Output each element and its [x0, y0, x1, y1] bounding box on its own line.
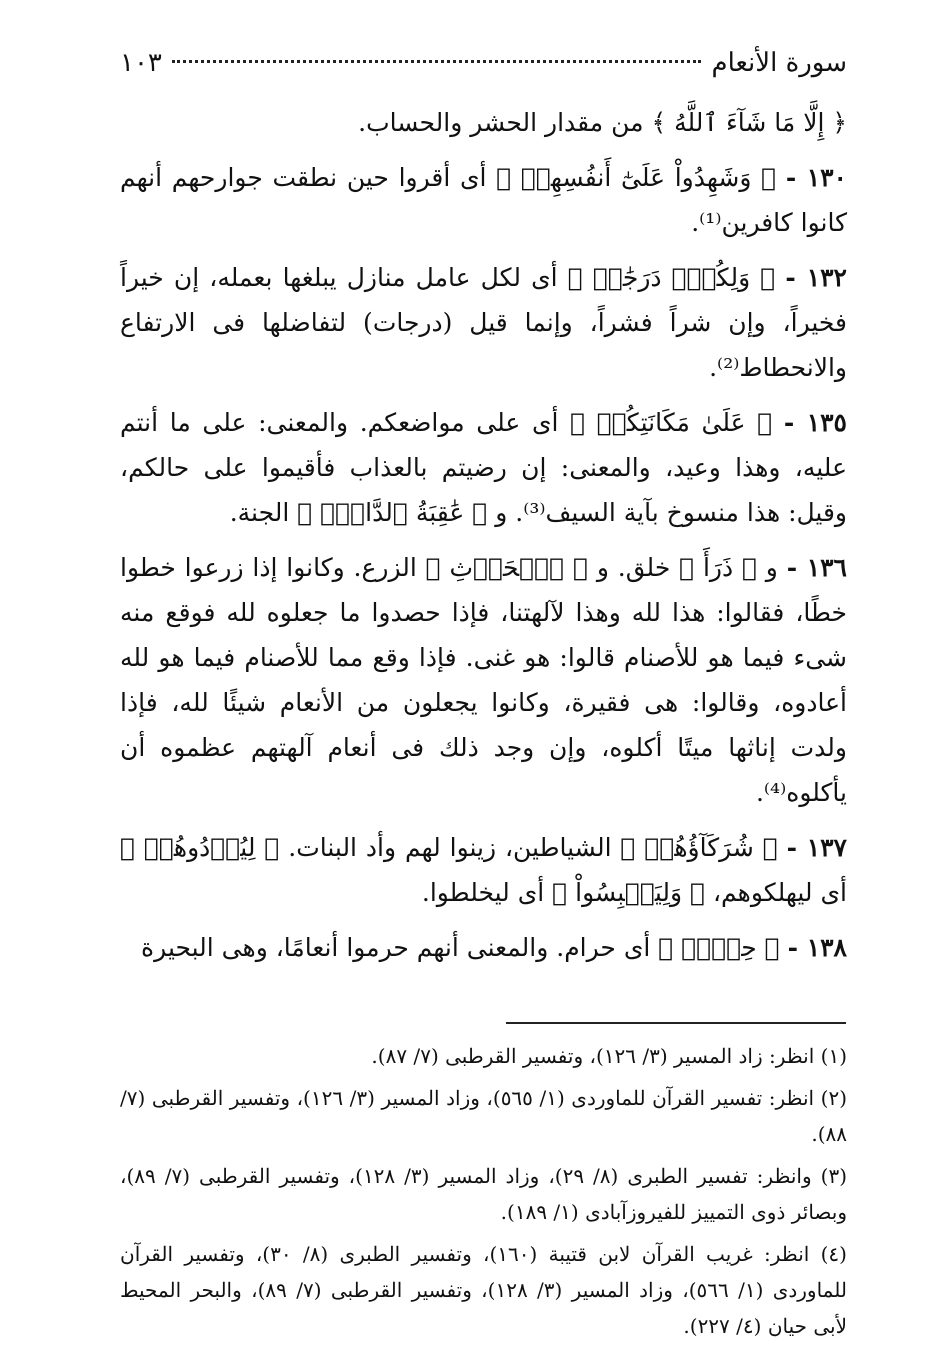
footnotes [120, 1038, 847, 1344]
footnote-4: (٤) انظر: غريب القرآن لابن قتيبة (١٦٠)، وتفسير الطبرى (٨/ ٣٠)، وتفسير القرآن للماوردى (١/ ٥٦٦)، وزاد المسير (٣/ ١٢٨)، وتفسير القرطبى (٧/ ٨٩)، والبحر المحيط لأبى حيان (٤/ ٢٢٧). [120, 1242, 847, 1338]
main-text [120, 100, 847, 970]
surah-title: سورة الأنعام [711, 48, 847, 78]
page-header [120, 48, 847, 88]
paragraph-text: ﴿ وَشَهِدُواْ عَلَىٰٓ أَنفُسِهِمۡ ﴾ أى أقروا حين نطقت جوارحهم أنهم كانوا كافرين⁽¹⁾. [120, 163, 847, 237]
paragraph-135 [120, 400, 847, 535]
page-number: ١٠٣ [120, 48, 162, 78]
footnote-separator-wrap [120, 1022, 847, 1024]
paragraph-138 [120, 925, 847, 970]
paragraph-136 [120, 545, 847, 815]
footnote-separator [506, 1022, 846, 1024]
paragraph-137 [120, 825, 847, 915]
verse-number: ١٣٨ - [787, 933, 847, 962]
verse-number: ١٣٥ - [783, 408, 847, 437]
verse-number: ١٣٢ - [785, 263, 847, 292]
footnote-1: (١) انظر: زاد المسير (٣/ ١٢٦)، وتفسير القرطبى (٧/ ٨٧). [371, 1044, 847, 1068]
paragraph-132 [120, 255, 847, 390]
paragraph-text: ﴿ وَلِكُلّٖ دَرَجَٰتٞ ﴾ أى لكل عامل منازل يبلغها بعمله، إن خيراً فخيراً، وإن شراً فشراً، وإنما قيل (درجات) لتفاضلها فى الارتفاع والانحطاط⁽²⁾. [120, 263, 847, 382]
footnote-2: (٢) انظر: تفسير القرآن للماوردى (١/ ٥٦٥)، وزاد المسير (٣/ ١٢٦)، وتفسير القرطبى (٧/ ٨٨). [120, 1086, 847, 1146]
paragraph-text: ﴿ عَلَىٰ مَكَانَتِكُمۡ ﴾ أى على مواضعكم. والمعنى: على ما أنتم عليه، وهذا وعيد، والمعنى: إن رضيتم بالعذاب فأقيموا على حالكم، وقيل: هذا منسوخ بآية السيف⁽³⁾. و ﴿ عَٰقِبَةُ ٱلدَّارِۗ ﴾ الجنة. [120, 408, 847, 527]
paragraph-intro [120, 100, 847, 145]
paragraph-text: و ﴿ ذَرَأَ ﴾ خلق. و ﴿ ٱلۡحَرۡثِ ﴾ الزرع. وكانوا إذا زرعوا خطوا خطًا، فقالوا: هذا لله وهذا لآلهتنا، فإذا حصدوا ما جعلوه لله فوقع منه شىء فيما هو للأصنام قالوا: هو غنى. فإذا وقع مما للأصنام فيما هو لله أعادوه، وقالوا: هى فقيرة، وكانوا يجعلون من الأنعام شيئًا لله، فإذا ولدت إناثها ميتًا أكلوه، وإن وجد ذلك فى أنعام آلهتهم عظموه أن يأكلوه⁽⁴⁾. [120, 553, 847, 807]
header-dotted-leader [172, 60, 702, 63]
paragraph-text: ﴿ حِجۡرٞ ﴾ أى حرام. والمعنى أنهم حرموا أنعامًا، وهى البحيرة [141, 933, 780, 962]
paragraph-130 [120, 155, 847, 245]
paragraph-text: ﴿ إِلَّا مَا شَآءَ ٱللَّهُ ﴾ من مقدار الحشر والحساب. [358, 108, 847, 137]
paragraph-text: ﴿ شُرَكَآؤُهُمۡ ﴾ الشياطين، زينوا لهم وأد البنات. ﴿ لِيُرۡدُوهُمۡ ﴾ أى ليهلكوهم، ﴿ وَلِيَلۡبِسُواْ ﴾ أى ليخلطوا. [120, 833, 847, 907]
verse-number: ١٣٠ - [785, 163, 847, 192]
verse-number: ١٣٦ - [786, 553, 847, 582]
footnote-3: (٣) وانظر: تفسير الطبرى (٨/ ٢٩)، وزاد المسير (٣/ ١٢٨)، وتفسير القرطبى (٧/ ٨٩)، وبصائر ذوى التمييز للفيروزآبادى (١/ ١٨٩). [120, 1164, 847, 1224]
verse-number: ١٣٧ - [786, 833, 847, 862]
